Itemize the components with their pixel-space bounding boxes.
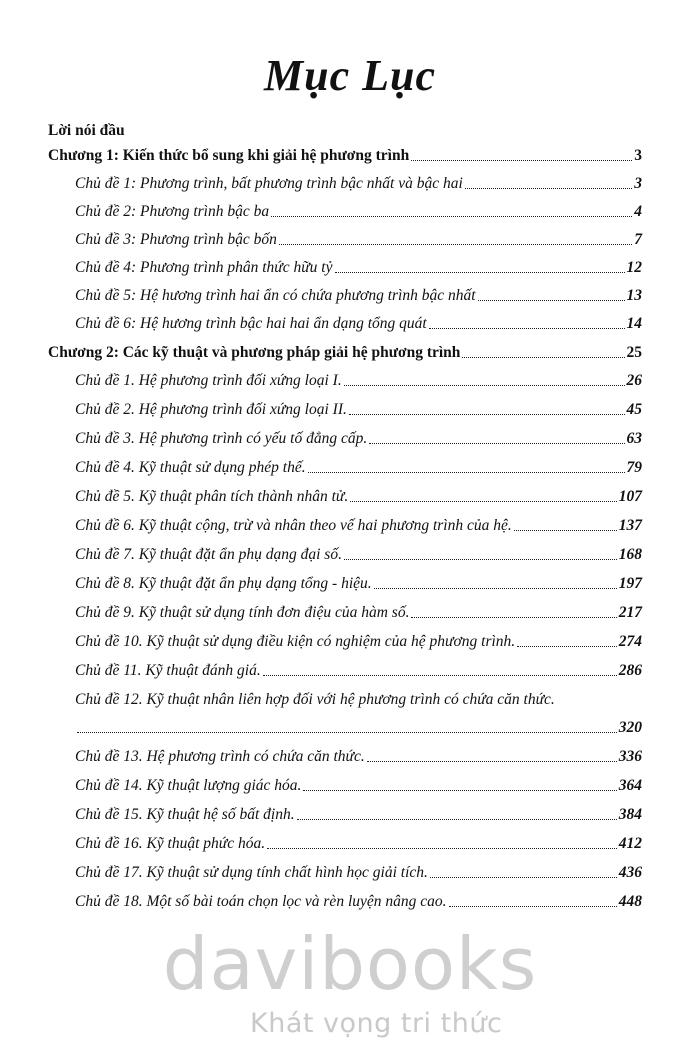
toc-topic[interactable] xyxy=(75,893,642,911)
toc-page: 3 xyxy=(634,175,642,192)
toc-label: Chương 1: Kiến thức bổ sung khi giải hệ phương trình xyxy=(48,147,410,164)
leader-dots xyxy=(267,848,617,849)
toc-preface-label: Lời nói đầu xyxy=(48,122,125,139)
toc-topic[interactable] xyxy=(75,633,642,651)
toc-page: 217 xyxy=(618,604,642,621)
toc-topic[interactable] xyxy=(75,175,642,193)
toc-label: Chủ đề 15. Kỹ thuật hệ số bất định. xyxy=(75,806,295,823)
toc-topic[interactable] xyxy=(75,401,642,419)
toc-label: Chủ đề 16. Kỹ thuật phức hóa. xyxy=(75,835,266,852)
toc-topic[interactable] xyxy=(75,864,642,882)
toc-topic[interactable] xyxy=(75,575,642,593)
leader-dots xyxy=(344,385,625,386)
watermark-slogan: Khát vọng tri thức xyxy=(250,1008,503,1039)
toc-topic[interactable] xyxy=(75,203,642,221)
leader-dots xyxy=(449,906,617,907)
leader-dots xyxy=(478,300,625,301)
toc-label: Chủ đề 1. Hệ phương trình đối xứng loại I. xyxy=(75,372,342,389)
leader-dots xyxy=(367,761,617,762)
toc-page: 336 xyxy=(618,748,642,765)
toc-page: 320 xyxy=(618,719,642,736)
toc-label: Chủ đề 3: Phương trình bậc bốn xyxy=(75,231,277,248)
toc-topic[interactable] xyxy=(75,691,642,709)
toc-page: 26 xyxy=(626,372,642,389)
toc-topic[interactable] xyxy=(75,372,642,390)
toc-page: 448 xyxy=(618,893,642,910)
toc-topic[interactable] xyxy=(75,777,642,795)
leader-dots xyxy=(429,328,625,329)
leader-dots xyxy=(349,414,625,415)
toc-page: 45 xyxy=(626,401,642,418)
toc-page: 79 xyxy=(626,459,642,476)
leader-dots xyxy=(462,357,624,358)
leader-dots xyxy=(344,559,617,560)
toc-page: 107 xyxy=(618,488,642,505)
toc-label: Chủ đề 3. Hệ phương trình có yếu tố đẳng cấp. xyxy=(75,430,368,447)
leader-dots xyxy=(517,646,617,647)
toc-page: 13 xyxy=(626,287,642,304)
toc-page: 286 xyxy=(618,662,642,679)
toc-topic[interactable] xyxy=(75,662,642,680)
toc-topic[interactable] xyxy=(75,231,642,249)
toc-page: 436 xyxy=(618,864,642,881)
leader-dots xyxy=(335,272,625,273)
toc-page: 168 xyxy=(618,546,642,563)
toc-topic[interactable] xyxy=(75,430,642,448)
toc-topic[interactable] xyxy=(75,806,642,824)
leader-dots xyxy=(411,617,616,618)
toc-page: 7 xyxy=(634,231,642,248)
leader-dots xyxy=(297,819,617,820)
toc-topic[interactable] xyxy=(75,748,642,766)
page-title: Mục Lục xyxy=(264,51,436,100)
toc-topic[interactable] xyxy=(75,459,642,477)
toc-chapter-2[interactable] xyxy=(48,344,642,362)
toc-label: Chủ đề 1: Phương trình, bất phương trình bậc nhất và bậc hai xyxy=(75,175,463,192)
leader-dots xyxy=(374,588,617,589)
toc-page: 25 xyxy=(626,344,642,361)
toc-page: 3 xyxy=(634,147,642,164)
toc-label: Chủ đề 4. Kỹ thuật sử dụng phép thế. xyxy=(75,459,306,476)
toc-label: Chủ đề 2: Phương trình bậc ba xyxy=(75,203,270,220)
toc-page: 137 xyxy=(618,517,642,534)
toc-topic[interactable] xyxy=(75,488,642,506)
toc-topic[interactable] xyxy=(75,287,642,305)
leader-dots xyxy=(411,160,632,161)
toc-page: 197 xyxy=(618,575,642,592)
toc-page: 14 xyxy=(626,315,642,332)
toc-topic-continuation[interactable] xyxy=(75,719,642,737)
toc-topic[interactable] xyxy=(75,835,642,853)
leader-dots xyxy=(263,675,617,676)
toc-topic[interactable] xyxy=(75,259,642,277)
leader-dots xyxy=(271,216,632,217)
toc-page: 384 xyxy=(618,806,642,823)
leader-dots xyxy=(369,443,624,444)
toc-label: Chủ đề 11. Kỹ thuật đánh giá. xyxy=(75,662,261,679)
toc-label: Chủ đề 18. Một số bài toán chọn lọc và rèn luyện nâng cao. xyxy=(75,893,447,910)
toc-label: Chủ đề 5. Kỹ thuật phân tích thành nhân tử. xyxy=(75,488,349,505)
toc-label: Chủ đề 14. Kỹ thuật lượng giác hóa. xyxy=(75,777,302,794)
toc-chapter-1[interactable] xyxy=(48,147,642,165)
toc-label: Chủ đề 5: Hệ hương trình hai ẩn có chứa phương trình bậc nhất xyxy=(75,287,476,304)
toc-label: Chủ đề 4: Phương trình phân thức hữu tỷ xyxy=(75,259,333,276)
toc-label: Chủ đề 8. Kỹ thuật đặt ẩn phụ dạng tổng - hiệu. xyxy=(75,575,372,592)
leader-dots xyxy=(430,877,617,878)
leader-dots xyxy=(465,188,632,189)
toc-label: Chủ đề 6: Hệ hương trình bậc hai hai ẩn dạng tổng quát xyxy=(75,315,427,332)
toc-label: Chủ đề 2. Hệ phương trình đối xứng loại II. xyxy=(75,401,347,418)
toc-page: 63 xyxy=(626,430,642,447)
toc-label: Chương 2: Các kỹ thuật và phương pháp giải hệ phương trình xyxy=(48,344,461,361)
toc-topic[interactable] xyxy=(75,546,642,564)
toc-label: Chủ đề 12. Kỹ thuật nhân liên hợp đối với hệ phương trình có chứa căn thức. xyxy=(75,691,555,708)
leader-dots xyxy=(303,790,616,791)
toc-preface xyxy=(48,122,638,140)
leader-dots xyxy=(308,472,625,473)
watermark-logo: davibooks xyxy=(162,922,538,1006)
toc-page: 364 xyxy=(618,777,642,794)
toc-page: 12 xyxy=(626,259,642,276)
toc-label: Chủ đề 7. Kỹ thuật đặt ẩn phụ dạng đại số. xyxy=(75,546,342,563)
toc-label: Chủ đề 6. Kỹ thuật cộng, trừ và nhân theo vế hai phương trình của hệ. xyxy=(75,517,512,534)
toc-page: 412 xyxy=(618,835,642,852)
toc-label: Chủ đề 10. Kỹ thuật sử dụng điều kiện có nghiệm của hệ phương trình. xyxy=(75,633,516,650)
toc-topic[interactable] xyxy=(75,315,642,333)
leader-dots xyxy=(77,732,617,733)
leader-dots xyxy=(279,244,632,245)
toc-label: Chủ đề 9. Kỹ thuật sử dụng tính đơn điệu của hàm số. xyxy=(75,604,410,621)
toc-topic[interactable] xyxy=(75,604,642,622)
toc-page: 4 xyxy=(634,203,642,220)
toc-label: Chủ đề 17. Kỹ thuật sử dụng tính chất hình học giải tích. xyxy=(75,864,428,881)
toc-label: Chủ đề 13. Hệ phương trình có chứa căn thức. xyxy=(75,748,365,765)
toc-page: 274 xyxy=(618,633,642,650)
leader-dots xyxy=(350,501,617,502)
leader-dots xyxy=(514,530,617,531)
toc-topic[interactable] xyxy=(75,517,642,535)
